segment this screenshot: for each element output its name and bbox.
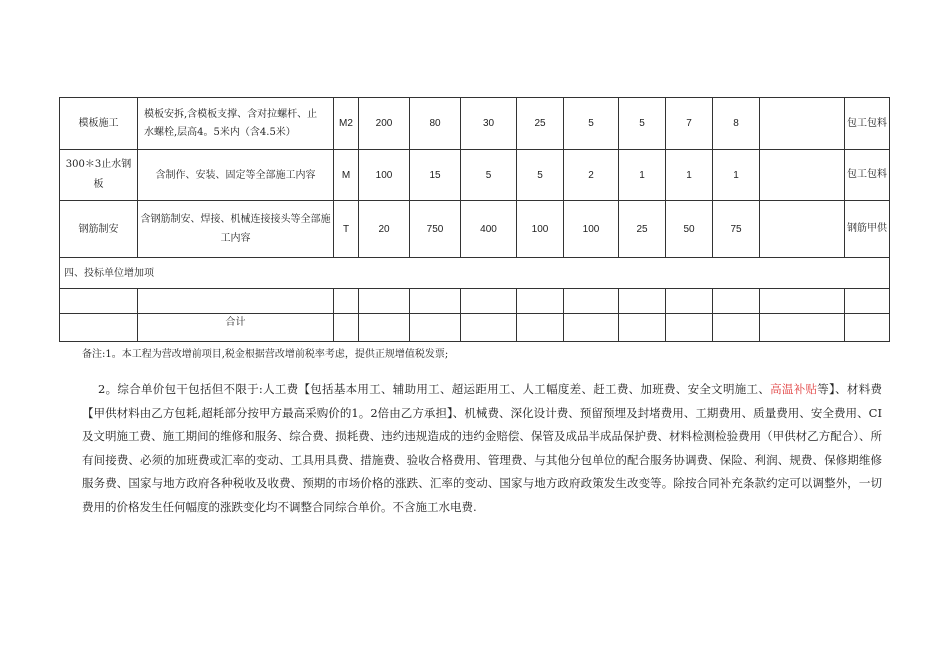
section-row [60, 258, 890, 289]
item-value: 2 [564, 150, 619, 201]
table-row [60, 201, 890, 258]
table-row [60, 150, 890, 201]
item-value: 1 [713, 150, 760, 201]
item-value: 25 [517, 98, 564, 150]
item-blank [760, 98, 845, 150]
item-value: 1 [666, 150, 713, 201]
paragraph-part-1: 2。综合单价包干包括但不限于:人工费【包括基本用工、辅助用工、超运距用工、人工幅度差、赶工费、加班费、安全文明施工、 [98, 382, 771, 396]
item-value: 1 [619, 150, 666, 201]
table-row [60, 98, 890, 150]
item-remark: 钢筋甲供 [845, 201, 890, 258]
item-name: 模板施工 [60, 98, 138, 150]
item-unit: M2 [334, 98, 359, 150]
section-title: 四、投标单位增加项 [60, 258, 890, 289]
item-value: 5 [564, 98, 619, 150]
item-value: 20 [359, 201, 410, 258]
item-value: 80 [410, 98, 461, 150]
item-value: 750 [410, 201, 461, 258]
empty-row [60, 289, 890, 314]
item-name: 300＊3止水钢板 [60, 150, 138, 201]
item-blank [760, 150, 845, 201]
item-value: 5 [619, 98, 666, 150]
item-unit: M [334, 150, 359, 201]
item-name: 钢筋制安 [60, 201, 138, 258]
item-value: 100 [564, 201, 619, 258]
item-description: 含钢筋制安、焊接、机械连接接头等全部施工内容 [138, 201, 334, 258]
table-note: 备注:1。本工程为营改增前项目,税金根据营改增前税率考虑，提供正规增值税发票; [82, 349, 449, 360]
item-unit: T [334, 201, 359, 258]
item-value: 5 [517, 150, 564, 201]
item-value: 400 [461, 201, 517, 258]
item-value: 8 [713, 98, 760, 150]
item-blank [760, 201, 845, 258]
item-remark: 包工包料 [845, 150, 890, 201]
item-value: 75 [713, 201, 760, 258]
item-value: 30 [461, 98, 517, 150]
item-value: 200 [359, 98, 410, 150]
total-label: 合计 [138, 314, 334, 342]
item-value: 100 [517, 201, 564, 258]
item-value: 15 [410, 150, 461, 201]
item-value: 7 [666, 98, 713, 150]
paragraph-highlight: 高温补贴 [770, 382, 818, 396]
item-value: 100 [359, 150, 410, 201]
item-description: 含制作、安装、固定等全部施工内容 [138, 150, 334, 201]
total-row [60, 314, 890, 342]
item-value: 25 [619, 201, 666, 258]
item-remark: 包工包料 [845, 98, 890, 150]
item-value: 50 [666, 201, 713, 258]
item-description: 模板安拆,含模板支撑、含对拉螺杆、止水螺栓,层高4。5米内（含4.5米） [138, 98, 334, 150]
pricing-paragraph [82, 378, 882, 520]
paragraph-part-2: 等】、材料费【甲供材料由乙方包耗,超耗部分按甲方最高采购价的1。2倍由乙方承担】、机械费、深化设计费、预留预埋及封堵费用、工期费用、质量费用、安全费用、CI及文明施工费、施工期间的维修和服务、综合费、损耗费、违约违规造成的违约金赔偿、保管及成品半成品保护费、材料检测检验费用（甲供材乙方配合）、所有间接费、必须的加班费或汇率的变动、工具用具费、措施费、验收合格费用、管理费、与其他分包单位的配合服务协调费、保险、利润、规费、保修期维修服务费、国家与地方政府各种税收及收费、预期的市场价格的涨跌、汇率的变动、国家与地方政府政策发生改变等。除按合同补充条款约定可以调整外，一切费用的价格发生任何幅度的涨跌变化均不调整合同综合单价。不含施工水电费. [82, 382, 883, 514]
item-value: 5 [461, 150, 517, 201]
price-table [59, 97, 890, 342]
